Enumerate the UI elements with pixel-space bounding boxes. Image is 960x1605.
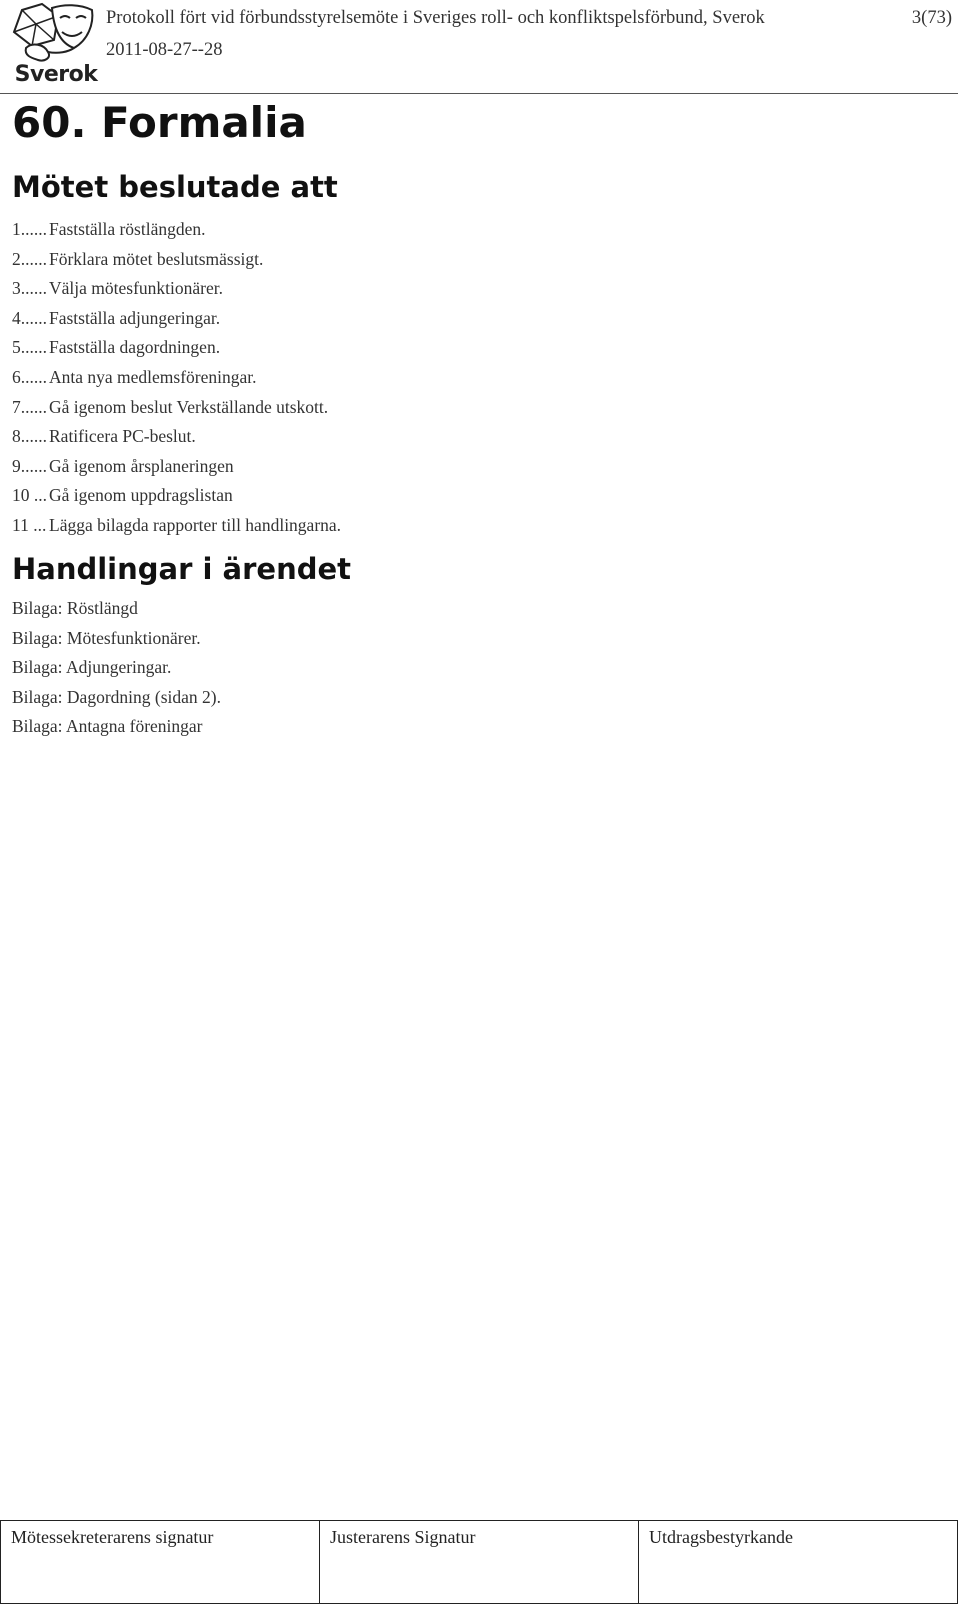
decision-item (12, 304, 341, 334)
decision-text: Ratificera PC-beslut. (49, 426, 196, 447)
decision-number: 11 ... (12, 514, 47, 535)
attachment-list (12, 594, 221, 742)
decision-text: Anta nya medlemsföreningar. (49, 366, 257, 387)
attachment-item: Bilaga: Röstlängd (12, 598, 138, 618)
logo-dice-mask-icon (8, 2, 102, 64)
header-divider (0, 93, 958, 94)
secretary-signature-cell: Mötessekreterarens signatur (1, 1521, 320, 1604)
decision-list (12, 215, 341, 541)
extract-certification-cell: Utdragsbestyrkande (639, 1521, 958, 1604)
decision-text: Gå igenom uppdragslistan (49, 485, 233, 506)
decision-number: 2...... (12, 248, 47, 269)
decision-number: 6...... (12, 366, 47, 387)
sverok-logo (8, 2, 102, 88)
decision-item (12, 393, 341, 423)
section-title: 60. Formalia (12, 98, 307, 147)
decision-text: Fastställa röstlängden. (49, 219, 206, 239)
decision-number: 4...... (12, 307, 47, 328)
attachment-item: Bilaga: Adjungeringar. (12, 657, 172, 677)
document-title: Protokoll fört vid förbundsstyrelsemöte i Sveriges roll- och konfliktspelsförbund, Sverok (106, 8, 765, 28)
decision-item (12, 333, 341, 363)
decision-number: 8...... (12, 426, 47, 447)
decision-item (12, 215, 341, 245)
decision-item (12, 481, 341, 511)
decision-item (12, 422, 341, 452)
decision-text: Gå igenom årsplaneringen (49, 455, 234, 476)
decision-item (12, 452, 341, 482)
document-date: 2011-08-27--28 (106, 40, 223, 60)
decision-text: Lägga bilagda rapporter till handlingarna. (49, 514, 342, 535)
decision-text: Fastställa dagordningen. (49, 337, 221, 358)
attachment-item: Bilaga: Dagordning (sidan 2). (12, 686, 221, 707)
decision-item (12, 363, 341, 393)
decision-number: 3...... (12, 278, 47, 299)
decision-number: 1...... (12, 219, 47, 239)
attachment-item: Bilaga: Antagna föreningar (12, 716, 203, 736)
decision-number: 10 ... (12, 485, 47, 506)
decision-number: 9...... (12, 455, 47, 476)
page-number: 3(73) (911, 8, 952, 28)
decisions-heading: Mötet beslutade att (12, 170, 338, 204)
page-header (0, 0, 960, 95)
decision-text: Förklara mötet beslutsmässigt. (49, 248, 264, 269)
decision-item (12, 511, 341, 541)
decision-text: Fastställa adjungeringar. (49, 307, 221, 328)
decision-number: 7...... (12, 396, 47, 417)
adjuster-signature-cell: Justerarens Signatur (320, 1521, 639, 1604)
documents-heading: Handlingar i ärendet (12, 552, 352, 586)
logo-text: Sverok (14, 62, 98, 87)
attachment-item: Bilaga: Mötesfunktionärer. (12, 627, 201, 648)
decision-number: 5...... (12, 337, 47, 358)
decision-item (12, 274, 341, 304)
signature-table (0, 1520, 958, 1604)
decision-text: Välja mötesfunktionärer. (49, 278, 223, 299)
decision-item (12, 245, 341, 275)
decision-text: Gå igenom beslut Verkställande utskott. (49, 396, 329, 417)
